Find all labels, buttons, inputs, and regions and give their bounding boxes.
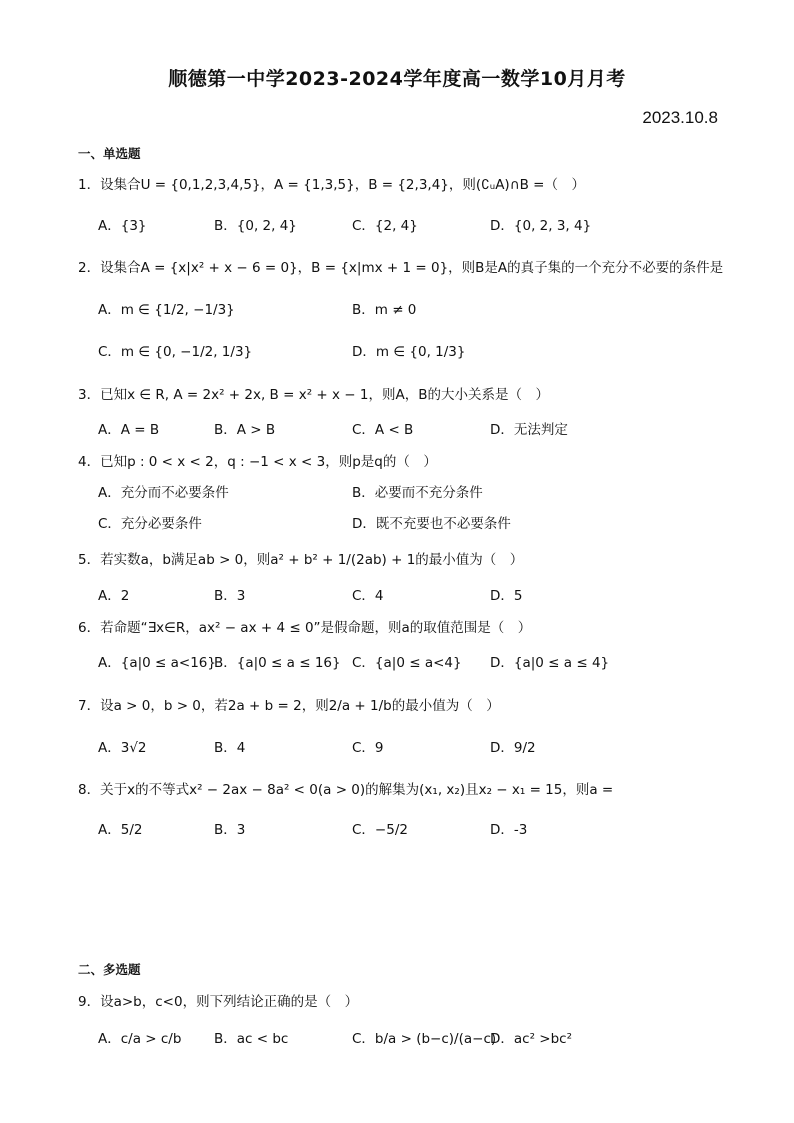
question-4-option-c: C．充分必要条件 bbox=[98, 516, 202, 532]
question-3-option-b: B．A > B bbox=[214, 422, 276, 438]
section-multiple-choice: 二、多选题 bbox=[78, 962, 141, 977]
question-1-stem: 1．设集合U = {0,1,2,3,4,5}，A = {1,3,5}，B = {2,3,4}，则(∁ᵤA)∩B =（ ） bbox=[78, 177, 585, 193]
question-7-option-d: D．9/2 bbox=[490, 740, 536, 756]
question-7-option-c: C．9 bbox=[352, 740, 384, 756]
question-2-option-a: A．m ∈ {1/2, −1/3} bbox=[98, 302, 235, 318]
question-1-option-c: C．{2, 4} bbox=[352, 218, 418, 234]
question-7-option-b: B．4 bbox=[214, 740, 246, 756]
question-1-option-d: D．{0, 2, 3, 4} bbox=[490, 218, 592, 234]
question-3-option-a: A．A = B bbox=[98, 422, 160, 438]
question-5-option-b: B．3 bbox=[214, 588, 246, 604]
exam-date: 2023.10.8 bbox=[642, 108, 718, 127]
question-3-option-d: D．无法判定 bbox=[490, 422, 568, 438]
question-8-option-a: A．5/2 bbox=[98, 822, 143, 838]
question-2-option-c: C．m ∈ {0, −1/2, 1/3} bbox=[98, 344, 253, 360]
question-7-stem: 7．设a > 0，b > 0，若2a + b = 2，则2/a + 1/b的最小值为（ ） bbox=[78, 698, 500, 714]
question-9-stem: 9．设a>b，c<0，则下列结论正确的是（ ） bbox=[78, 994, 359, 1010]
question-5-stem: 5．若实数a，b满足ab > 0，则a² + b² + 1/(2ab) + 1的最小值为（ ） bbox=[78, 552, 524, 568]
question-6-stem: 6．若命题“∃x∈R，ax² − ax + 4 ≤ 0”是假命题，则a的取值范围是（ ） bbox=[78, 620, 532, 636]
question-5-option-a: A．2 bbox=[98, 588, 130, 604]
question-7-option-a: A．3√2 bbox=[98, 740, 147, 756]
question-6-option-c: C．{a|0 ≤ a<4} bbox=[352, 655, 462, 671]
question-8-option-b: B．3 bbox=[214, 822, 246, 838]
question-8-option-c: C．−5/2 bbox=[352, 822, 408, 838]
question-6-option-d: D．{a|0 ≤ a ≤ 4} bbox=[490, 655, 610, 671]
question-9-option-d: D．ac² >bc² bbox=[490, 1031, 573, 1047]
question-9-option-b: B．ac < bc bbox=[214, 1031, 289, 1047]
question-8-option-d: D．-3 bbox=[490, 822, 528, 838]
exam-title: 顺德第一中学2023-2024学年度高一数学10月月考 bbox=[168, 68, 626, 90]
question-4-option-b: B．必要而不充分条件 bbox=[352, 485, 483, 501]
question-2-option-b: B．m ≠ 0 bbox=[352, 302, 417, 318]
question-4-option-a: A．充分而不必要条件 bbox=[98, 485, 229, 501]
question-8-stem: 8．关于x的不等式x² − 2ax − 8a² < 0(a > 0)的解集为(x₁, x₂)且x₂ − x₁ = 15，则a = bbox=[78, 782, 614, 798]
question-6-option-b: B．{a|0 ≤ a ≤ 16} bbox=[214, 655, 341, 671]
question-1-option-b: B．{0, 2, 4} bbox=[214, 218, 297, 234]
question-3-option-c: C．A < B bbox=[352, 422, 414, 438]
question-1-option-a: A．{3} bbox=[98, 218, 147, 234]
question-4-stem: 4．已知p : 0 < x < 2，q : −1 < x < 3，则p是q的（ ） bbox=[78, 454, 437, 470]
question-3-stem: 3．已知x ∈ R, A = 2x² + 2x, B = x² + x − 1，则A，B的大小关系是（ ） bbox=[78, 387, 549, 403]
section-single-choice: 一、单选题 bbox=[78, 146, 141, 161]
question-5-option-d: D．5 bbox=[490, 588, 523, 604]
question-4-option-d: D．既不充要也不必要条件 bbox=[352, 516, 511, 532]
question-2-stem: 2．设集合A = {x|x² + x − 6 = 0}，B = {x|mx + 1 = 0}，则B是A的真子集的一个充分不必要的条件是 bbox=[78, 260, 724, 276]
question-9-option-a: A．c/a > c/b bbox=[98, 1031, 182, 1047]
question-6-option-a: A．{a|0 ≤ a<16} bbox=[98, 655, 216, 671]
question-5-option-c: C．4 bbox=[352, 588, 384, 604]
question-2-option-d: D．m ∈ {0, 1/3} bbox=[352, 344, 466, 360]
question-9-option-c: C．b/a > (b−c)/(a−c) bbox=[352, 1031, 497, 1047]
